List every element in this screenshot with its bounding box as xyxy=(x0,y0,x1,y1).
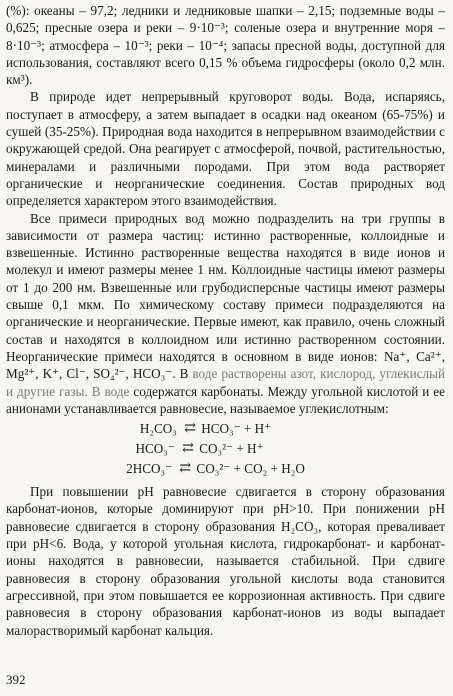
equilibrium-arrows-icon: ⇄ xyxy=(184,421,194,437)
equilibrium-arrows-icon: ⇄ xyxy=(182,441,192,457)
equation-1-right: HCO₃⁻ + H⁺ xyxy=(201,421,272,437)
page-number: 392 xyxy=(6,671,26,687)
equation-3 xyxy=(6,459,445,479)
equilibrium-arrows-icon: ⇄ xyxy=(179,461,190,477)
equation-3-right: CO₃²⁻ + CO₂ + H₂O xyxy=(196,461,305,477)
paragraph-water-cycle: В природе идет непрерывный круговорот воды. Вода, испаряясь, поступает в атмосферу, а затем выпадает в осадки над океаном (65-75%) и сушей (35-25%). Природная вода находится в непрерывном взаимодействии с окружающей средой. Она реагирует с атмосферой, почвой, растительностью, минералами и различными породами. При этом вода растворяет органические и неорганические соединения. Состав природных вод определяется характером этого взаимодействия. xyxy=(6,89,445,209)
impurities-end-text: содержатся карбонаты. Между угольной кислотой и ее анионами устанавливается равновесие, называемое углекислотным: xyxy=(6,383,445,416)
equation-1-left: H₂CO₃ xyxy=(139,421,177,437)
paragraph-hydrosphere-distribution: (%): океаны – 97,2; ледники и ледниковые шапки – 2,15; подземные воды – 0,625; пресные озера и реки – 9·10⁻³; соленые озера и внутренние моря – 8·10⁻³; атмосфера – 10⁻³; реки – 10⁻⁴; запасы пресной воды, доступной для использования, составляют всего 0,15 % объема гидросферы (около 0,2 млн. км³). xyxy=(6,3,445,88)
paragraph-impurities xyxy=(6,210,445,418)
impurities-faded-text: воде растворены азот, кислород, углекислый и другие газы. В воде xyxy=(6,366,445,399)
equation-2-left: HCO₃⁻ xyxy=(135,441,175,457)
equilibrium-equations xyxy=(6,419,445,479)
equation-2 xyxy=(6,439,445,459)
impurities-main-text: Все примеси природных вод можно подразделить на три группы в зависимости от размера частиц: истинно растворенные, коллоидные и взвешенные. Истинно растворенные вещества находятся в виде ионов и молекул и имеют размеры менее 1 нм. Коллоидные частицы имеют размеры от 1 до 200 нм. Взвешенные или грубодисперсные частицы имеют размеры свыше 0,1 мкм. По химическому составу примеси подразделяются на органические и неорганические. Первые имеют, как правило, очень сложный состав и находятся в коллоидном или истинно растворенном состоянии. Неорганические примеси находятся в основном в виде ионов: Na⁺, Ca²⁺, Mg²⁺, K⁺, Cl⁻, SO₄²⁻, HCO₃⁻. В xyxy=(6,210,445,382)
equation-3-left: 2HCO₃⁻ xyxy=(126,461,173,477)
equation-2-right: CO₃²⁻ + H⁺ xyxy=(199,441,264,457)
equation-1 xyxy=(6,419,445,439)
paragraph-ph-equilibrium: При повышении pH равновесие сдвигается в сторону образования карбонат-ионов, которые доминируют при pH>10. При понижении pH равновесие сдвигается в сторону образования H₂CO₃, которая преваливает при pH<6. Вода, у которой угольная кислота, гидрокарбонат- и карбонат-ионы находятся в равновесии, называется стабильной. При сдвиге равновесия в сторону образования угольной кислоты вода становится агрессивной, при этом повышается ее коррозионная активность. При сдвиге равновесия в сторону образования карбонат-ионов из воды выпадает малорастворимый карбонат кальция. xyxy=(6,484,445,638)
